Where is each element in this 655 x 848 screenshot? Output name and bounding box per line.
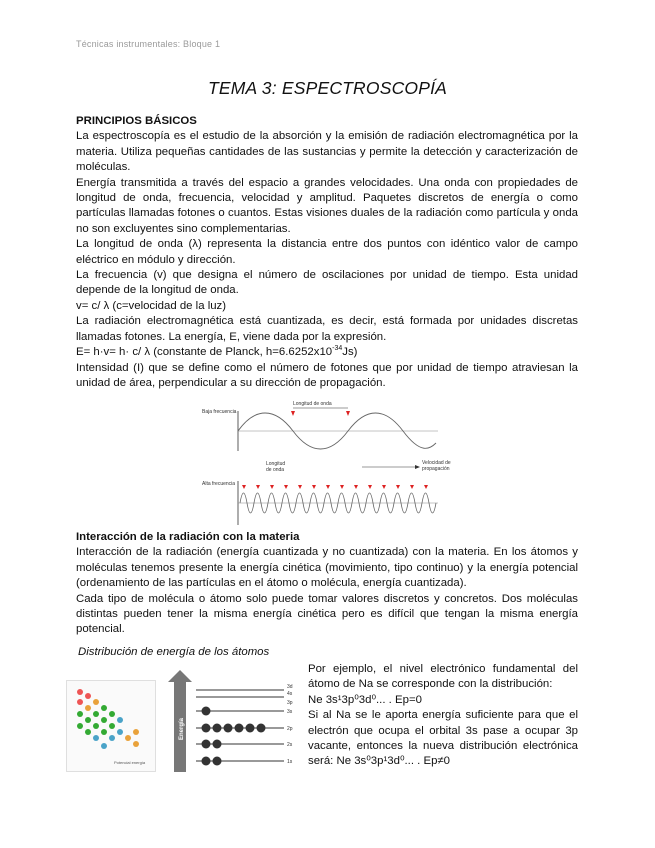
formula-energy bbox=[76, 345, 578, 360]
level-4s: 4s bbox=[287, 691, 293, 697]
level-2p: 2p bbox=[287, 726, 293, 732]
energy-levels-figure bbox=[160, 670, 300, 772]
formula-frequency: v= c/ λ (c=velocidad de la luz) bbox=[76, 299, 227, 312]
label-velocity-2: propagación bbox=[422, 466, 450, 472]
formula-energy-exponent: -34 bbox=[332, 345, 343, 353]
wave-figure bbox=[200, 399, 460, 527]
formula-energy-unit: Js) bbox=[342, 346, 358, 359]
label-high-frequency: Alta frecuencia bbox=[202, 481, 236, 487]
paragraph: Por ejemplo, el nivel electrónico fundamental del átomo de Na se corresponde con la distribución: bbox=[308, 663, 578, 691]
label-wavelength-mid-2: de onda bbox=[266, 467, 285, 473]
formula-energy-main: E= h·v= h· c/ λ (constante de Planck, h=6.6252x10 bbox=[76, 346, 333, 359]
arrow-markers-low bbox=[291, 411, 350, 416]
electrons bbox=[202, 707, 266, 766]
section-heading: PRINCIPIOS BÁSICOS bbox=[76, 115, 197, 127]
level-2s: 2s bbox=[287, 742, 293, 748]
paragraph: La radiación electromagnética está cuantizada, es decir, está formada por unidades discretas llamadas fotones. La energía, E, viene dada por la expresión. bbox=[76, 315, 578, 343]
level-3d: 3d bbox=[287, 684, 293, 690]
label-velocity-1: Velocidad de bbox=[422, 460, 451, 466]
paragraph: Cada tipo de molécula o átomo solo puede tomar valores discretos y concretos. Dos moléculas distintas pueden tener la misma energía cinética pero es difícil que tengan la misma energía potencial. bbox=[76, 592, 578, 636]
page-title: TEMA 3: ESPECTROSCOPÍA bbox=[207, 78, 448, 98]
electron-config-ground: Ne 3s¹3p⁰3d⁰... . Ep=0 bbox=[308, 693, 422, 706]
paragraph: Energía transmitida a través del espacio a grandes velocidades. Una onda con propiedades de longitud de onda, frecuencia, velocidad y amplitud. Paquetes discretos de energía o como partículas llamadas fotones o cuantos. Estas visiones duales de la radiación como partícula y onda no son excluyentes sino complementarias. bbox=[76, 176, 578, 235]
potential-energy-label: Potencial energía bbox=[114, 760, 146, 765]
label-low-frequency: Baja frecuencia bbox=[202, 409, 237, 415]
level-1s: 1s bbox=[287, 759, 293, 765]
section-interaccion bbox=[76, 530, 578, 638]
paragraph: La longitud de onda (λ) representa la distancia entre dos puntos con idéntico valor de campo eléctrico en módulo y dirección. bbox=[76, 238, 578, 266]
paragraph: La frecuencia (v) que designa el número de oscilaciones por unidad de tiempo. Esta unidad depende de la longitud de onda. bbox=[76, 269, 578, 297]
example-column bbox=[308, 662, 578, 770]
level-3s: 3s bbox=[287, 709, 293, 715]
figure-caption: Distribución de energía de los átomos bbox=[78, 646, 270, 658]
paragraph: Si al Na se le aporta energía suficiente para que el electrón que ocupa el orbital 3s pase a ocupar 3p vacante, entonces la nueva distribución electrónica será: Ne 3s⁰3p¹3d⁰... . Ep≠0 bbox=[308, 709, 578, 768]
paragraph: Interacción de la radiación (energía cuantizada y no cuantizada) con la materia. En los átomos y moléculas tenemos presente la energía cinética (movimiento, tipo continuo) y la energía potencial (ordenamiento de las partículas en el átomo o molécula, energía cuantizada). bbox=[76, 546, 578, 590]
label-wavelength-top: Longitud de onda bbox=[293, 401, 332, 407]
energy-axis-label: Energía bbox=[179, 717, 185, 740]
paragraph: La espectroscopía es el estudio de la absorción y la emisión de radiación electromagnética por la materia. Utiliza pequeñas cantidades de las sustancias y permite la detección y caracterización de moléculas. bbox=[76, 130, 578, 174]
atom-energy-figure bbox=[66, 680, 156, 772]
section-principios bbox=[76, 114, 578, 391]
level-labels bbox=[287, 684, 293, 765]
running-header: Técnicas instrumentales: Bloque 1 bbox=[76, 39, 221, 49]
velocity-arrowhead bbox=[415, 465, 420, 469]
section-heading: Interacción de la radiación con la materia bbox=[76, 531, 300, 543]
label-wavelength-mid-1: Longitud bbox=[266, 461, 286, 467]
paragraph: Intensidad (I) que se define como el número de fotones que por unidad de tiempo atraviesan la unidad de área, perpendicular a su dirección de propagación. bbox=[76, 361, 578, 389]
arrow-markers-high bbox=[242, 485, 428, 489]
level-3p: 3p bbox=[287, 700, 293, 706]
